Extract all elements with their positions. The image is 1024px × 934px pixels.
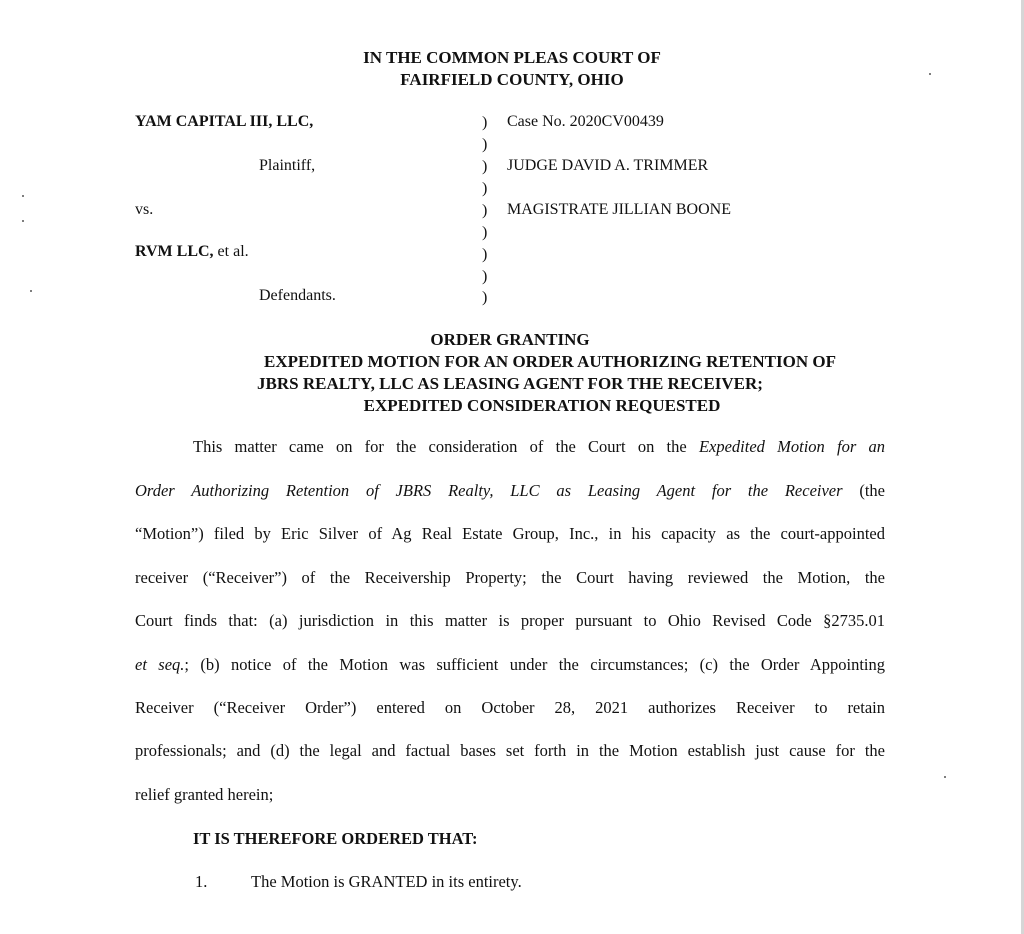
- body-line: professionals; and (d) the legal and factual bases set forth in the Motion establish just cause for the: [135, 741, 885, 760]
- ordered-heading: IT IS THEREFORE ORDERED THAT:: [193, 829, 478, 848]
- body-line: [193, 437, 885, 457]
- body-line: Receiver (“Receiver Order”) entered on October 28, 2021 authorizes Receiver to retain: [135, 698, 885, 717]
- body-text: This matter came on for the consideration of the Court on the: [193, 437, 699, 456]
- order-title-line: EXPEDITED CONSIDERATION REQUESTED: [363, 396, 721, 415]
- body-text: ; (b) notice of the Motion was sufficient under the circumstances; (c) the Order Appointing: [184, 655, 886, 674]
- motion-title-italic: Expedited Motion for an: [698, 437, 886, 456]
- defendant-suffix: et al.: [213, 243, 249, 260]
- motion-title-italic: Order Authorizing Retention of JBRS Realty, LLC as Leasing Agent for the Receiver: [135, 481, 843, 500]
- body-line: relief granted herein;: [135, 785, 274, 804]
- plaintiff-name: YAM CAPITAL III, LLC,: [135, 113, 314, 130]
- versus-label: vs.: [135, 201, 154, 218]
- caption-paren: ): [482, 202, 488, 219]
- caption-paren: ): [482, 136, 488, 153]
- defendant-line: [135, 243, 249, 261]
- caption-paren: ): [482, 289, 488, 306]
- scan-speck: [22, 220, 24, 222]
- order-title-line: JBRS REALTY, LLC AS LEASING AGENT FOR THE RECEIVER;: [257, 374, 763, 393]
- plaintiff-role: Plaintiff,: [259, 157, 316, 174]
- order-item-text: The Motion is GRANTED in its entirety.: [251, 872, 522, 891]
- body-line: [135, 481, 885, 501]
- body-line: “Motion”) filed by Eric Silver of Ag Real Estate Group, Inc., in his capacity as the court-appointed: [135, 524, 885, 543]
- defendant-name: RVM LLC,: [135, 243, 214, 260]
- scan-speck: [22, 195, 24, 197]
- body-line: Court finds that: (a) jurisdiction in this matter is proper pursuant to Ohio Revised Code §2735.01: [135, 611, 885, 630]
- court-county: FAIRFIELD COUNTY, OHIO: [400, 70, 624, 89]
- et-seq-italic: et seq.: [135, 655, 185, 674]
- body-line: receiver (“Receiver”) of the Receivership Property; the Court having reviewed the Motion, the: [135, 568, 885, 587]
- body-line: [135, 655, 885, 675]
- case-number: Case No. 2020CV00439: [507, 113, 664, 130]
- caption-paren: ): [482, 158, 488, 175]
- magistrate-name: MAGISTRATE JILLIAN BOONE: [507, 201, 731, 218]
- order-item-number: 1.: [195, 872, 208, 891]
- judge-name: JUDGE DAVID A. TRIMMER: [507, 157, 709, 174]
- caption-paren: ): [482, 114, 488, 131]
- caption-paren: ): [482, 180, 488, 197]
- order-title-line: EXPEDITED MOTION FOR AN ORDER AUTHORIZING RETENTION OF: [264, 352, 836, 371]
- body-text: (the: [842, 481, 886, 500]
- scan-speck: [30, 290, 32, 292]
- scan-speck: [944, 776, 946, 778]
- defendant-role: Defendants.: [259, 287, 336, 304]
- caption-paren: ): [482, 268, 488, 285]
- caption-paren: ): [482, 246, 488, 263]
- caption-paren: ): [482, 224, 488, 241]
- court-name: IN THE COMMON PLEAS COURT OF: [363, 48, 661, 67]
- order-title-line: ORDER GRANTING: [430, 330, 590, 349]
